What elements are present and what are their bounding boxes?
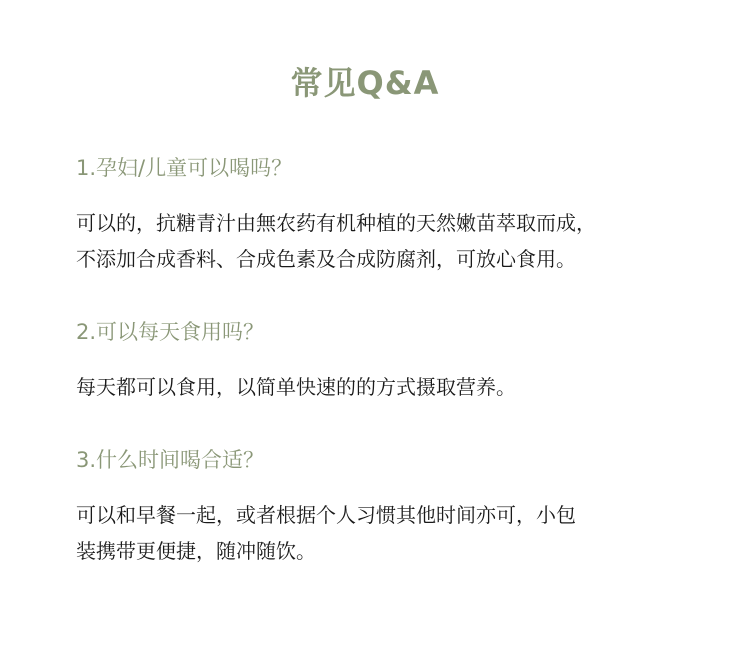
faq-question: 2.可以每天食用吗？ (76, 320, 265, 344)
faq-item (76, 154, 676, 277)
faq-answer-line: 装携带更便捷，随冲随饮。 (76, 539, 316, 563)
faq-question: 1.孕妇/儿童可以喝吗？ (76, 156, 293, 180)
faq-answer-line: 可以的，抗糖青汁由無农药有机种植的天然嫩苗萃取而成， (76, 211, 596, 235)
faq-answer (76, 369, 676, 405)
faq-answer-line: 可以和早餐一起，或者根据个人习惯其他时间亦可，小包 (76, 503, 576, 527)
faq-answer-line: 不添加合成香料、合成色素及合成防腐剂，可放心食用。 (76, 247, 576, 271)
page-title: 常见Q&A (290, 64, 440, 103)
faq-question: 3.什么时间喝合适？ (76, 448, 265, 472)
faq-item (76, 318, 676, 405)
faq-item (76, 446, 676, 569)
faq-answer (76, 205, 676, 277)
faq-answer (76, 497, 676, 569)
faq-answer-line: 每天都可以食用，以简单快速的的方式摄取营养。 (76, 375, 516, 399)
